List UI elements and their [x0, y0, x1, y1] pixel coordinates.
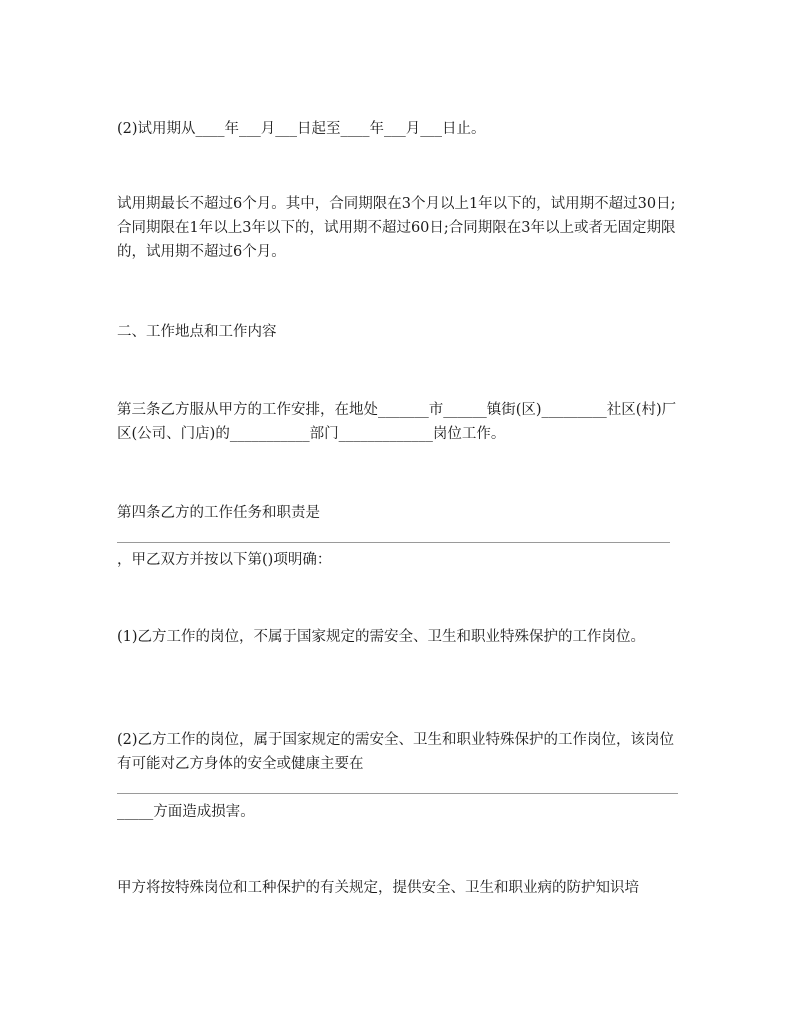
- article-four-continuation: ，甲乙双方并按以下第()项明确：: [117, 552, 332, 568]
- probation-limit-paragraph: 试用期最长不超过6个月。其中，合同期限在3个月以上1年以下的，试用期不超过30日;合同期限在1年以上3年以下的，试用期不超过60日;合同期限在3年以上或者无固定期限的，试用期不超过6个月。: [117, 196, 676, 260]
- article-four-intro: 第四条乙方的工作任务和职责是: [117, 505, 320, 521]
- employer-protection-paragraph: 甲方将按特殊岗位和工种保护的有关规定，提供安全、卫生和职业病的防护知识培: [117, 880, 639, 896]
- fill-in-blank-line-duties: [117, 542, 670, 543]
- item-two-paragraph: (2)乙方工作的岗位，属于国家规定的需安全、卫生和职业特殊保护的工作岗位，该岗位有可能对乙方身体的安全或健康主要在: [117, 732, 675, 772]
- item-one-paragraph: (1)乙方工作的岗位，不属于国家规定的需安全、卫生和职业特殊保护的工作岗位。: [117, 629, 646, 645]
- section-heading-work-location: 二、工作地点和工作内容: [117, 324, 277, 340]
- article-three-paragraph: 第三条乙方服从甲方的工作安排，在地处_______市______镇街(区)_________社区(村)厂区(公司、门店)的___________部门_____________岗位工作。: [117, 402, 677, 442]
- fill-in-blank-line-health: [117, 793, 678, 794]
- probation-period-clause: (2)试用期从____年___月___日起至____年___月___日止。: [117, 121, 486, 137]
- item-two-continuation: _____方面造成损害。: [117, 804, 255, 820]
